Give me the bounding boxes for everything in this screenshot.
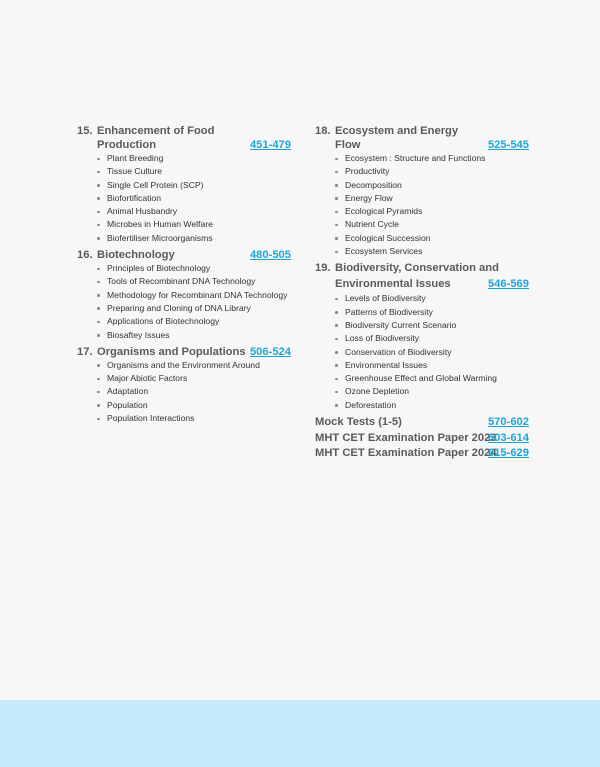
chapter-page-link[interactable]: 525-545	[487, 139, 529, 151]
topic-item: Nutrient Cycle	[335, 218, 529, 231]
footer-band	[0, 700, 600, 767]
extra-title: MHT CET Examination Paper 2024	[315, 447, 497, 460]
topic-item: Biodiversity Current Scenario	[335, 319, 529, 332]
extra-title: Mock Tests (1-5)	[315, 416, 402, 429]
topic-item: Greenhouse Effect and Global Warming	[335, 372, 529, 385]
topic-item: Biofertiliser Microorganisms	[97, 232, 291, 245]
chapter-number: 18.	[315, 125, 331, 137]
chapter-number: 17.	[77, 345, 93, 358]
extra-entry-mock-tests	[315, 415, 529, 431]
topic-item: Loss of Biodiversity	[335, 332, 529, 345]
chapter-page-link[interactable]: 546-569	[487, 277, 529, 290]
chapter-17	[77, 345, 291, 425]
topic-item: Animal Husbandry	[97, 205, 291, 218]
chapter-number: 19.	[315, 262, 331, 275]
topic-item: Productivity	[335, 165, 529, 178]
topic-list	[77, 152, 291, 245]
topic-item: Major Abiotic Factors	[97, 372, 291, 385]
chapter-number: 15.	[77, 125, 93, 137]
chapter-page-link[interactable]: 506-524	[249, 345, 291, 358]
chapter-title: Organisms and Populations	[97, 345, 246, 358]
topic-item: Ecosystem Services	[335, 245, 529, 258]
topic-item: Preparing and Cloning of DNA Library	[97, 302, 291, 315]
topic-item: Energy Flow	[335, 192, 529, 205]
chapter-title: Biodiversity, Conservation and Environmental Issues	[335, 262, 499, 290]
topic-item: Conservation of Biodiversity	[335, 346, 529, 359]
chapter-number: 16.	[77, 249, 93, 262]
chapter-title: Biotechnology	[97, 249, 175, 262]
extra-page-link[interactable]: 615-629	[487, 447, 529, 460]
extra-title: MHT CET Examination Paper 2023	[315, 431, 497, 444]
topic-item: Adaptation	[97, 385, 291, 398]
topic-item: Applications of Biotechnology	[97, 315, 291, 328]
chapter-page-link[interactable]: 480-505	[249, 249, 291, 262]
topic-item: Microbes in Human Welfare	[97, 218, 291, 231]
topic-list	[77, 359, 291, 425]
chapter-heading	[77, 124, 291, 152]
extra-page-link[interactable]: 570-602	[487, 416, 529, 429]
chapter-heading	[77, 248, 291, 262]
topic-item: Population Interactions	[97, 412, 291, 425]
toc-right-column	[315, 124, 529, 462]
topic-item: Biosaftey Issues	[97, 329, 291, 342]
topic-item: Principles of Biotechnology	[97, 262, 291, 275]
topic-item: Biofortification	[97, 192, 291, 205]
topic-item: Patterns of Biodiversity	[335, 306, 529, 319]
topic-item: Deforestation	[335, 399, 529, 412]
topic-item: Ecosystem : Structure and Functions	[335, 152, 529, 165]
topic-item: Methodology for Recombinant DNA Technology	[97, 289, 291, 302]
topic-item: Tools of Recombinant DNA Technology	[97, 275, 291, 288]
topic-list	[77, 262, 291, 342]
topic-item: Single Cell Protein (SCP)	[97, 179, 291, 192]
topic-item: Population	[97, 399, 291, 412]
topic-item: Ecological Succession	[335, 232, 529, 245]
chapter-title: Enhancement of Food Production	[97, 125, 215, 151]
topic-list	[315, 292, 529, 412]
chapter-16	[77, 248, 291, 342]
topic-item: Ozone Depletion	[335, 385, 529, 398]
chapter-page-link[interactable]: 451-479	[249, 139, 291, 151]
topic-item: Tissue Culture	[97, 165, 291, 178]
topic-item: Decomposition	[335, 179, 529, 192]
chapter-title: Ecosystem and Energy Flow	[335, 125, 459, 151]
extra-entry-paper-2024	[315, 446, 529, 462]
topic-item: Ecological Pyramids	[335, 205, 529, 218]
extra-page-link[interactable]: 603-614	[487, 431, 529, 444]
chapter-heading	[77, 345, 291, 359]
chapter-heading	[315, 261, 529, 292]
toc-left-column	[77, 124, 291, 428]
topic-item: Plant Breeding	[97, 152, 291, 165]
chapter-19	[315, 261, 529, 412]
chapter-18	[315, 124, 529, 258]
chapter-heading	[315, 124, 529, 152]
extra-entry-paper-2023	[315, 431, 529, 447]
topic-item: Environmental Issues	[335, 359, 529, 372]
topic-item: Organisms and the Environment Around	[97, 359, 291, 372]
chapter-15	[77, 124, 291, 245]
topic-list	[315, 152, 529, 258]
topic-item: Levels of Biodiversity	[335, 292, 529, 305]
